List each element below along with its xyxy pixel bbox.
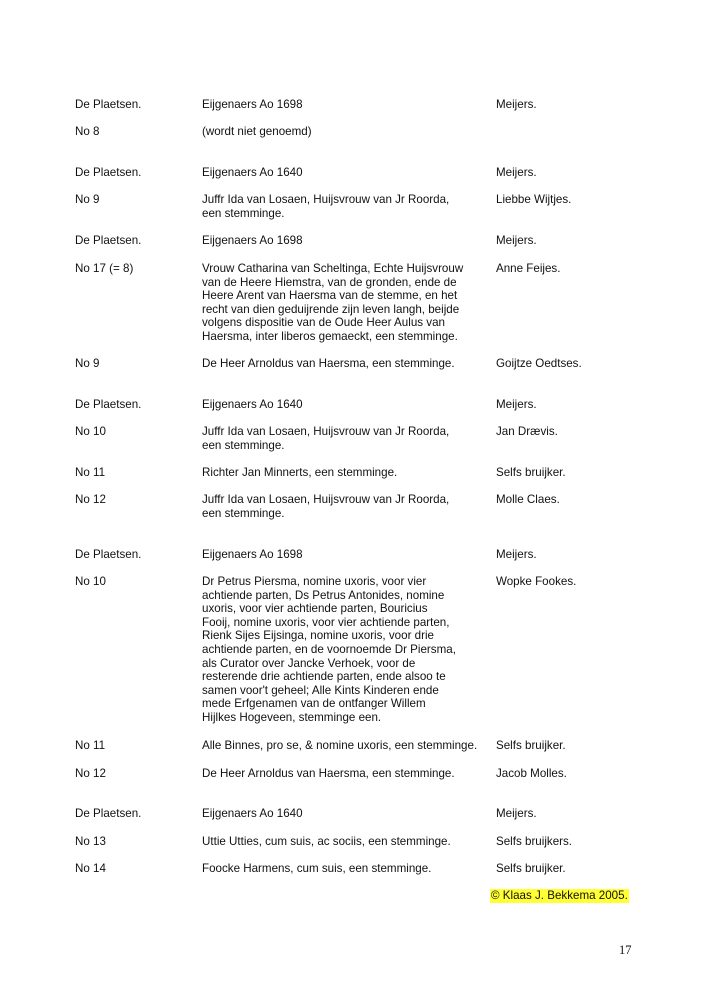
owner-cell: Eijgenaers Ao 1640 bbox=[202, 166, 303, 179]
owner-cell: Foocke Harmens, cum suis, een stemminge. bbox=[202, 862, 432, 875]
copyright-notice: © Klaas J. Bekkema 2005. bbox=[491, 889, 628, 902]
owner-cell: Juffr Ida van Losaen, Huijsvrouw van Jr Roorda, een stemminge. bbox=[202, 193, 450, 220]
owner-cell: Juffr Ida van Losaen, Huijsvrouw van Jr Roorda, een stemminge. bbox=[202, 493, 450, 520]
tenant-cell: Meijers. bbox=[496, 234, 537, 247]
owner-cell: Dr Petrus Piersma, nomine uxoris, voor vier achtiende parten, Ds Petrus Antonides, nomine uxoris, voor vier achtiende parten, Bouricius Fooij, nomine uxoris, voor vier achtiende parten, Rienk Sijes Eijsinga, nomine uxoris, voor drie achtiende parten, en de voornoemde Dr Piersma, als Curator over Jancke Verhoek, voor de resterende drie achtiende parten, ende alsoo te samen voor't geheel; Alle Kints Kinderen ende mede Erfgenamen van de ontfanger Willem Hijlkes Hogeveen, stemminge een. bbox=[202, 575, 456, 724]
place-cell: De Plaetsen. bbox=[75, 398, 142, 411]
owner-cell: De Heer Arnoldus van Haersma, een stemminge. bbox=[202, 767, 455, 780]
owner-cell: Eijgenaers Ao 1698 bbox=[202, 98, 303, 111]
place-cell: No 9 bbox=[75, 357, 100, 370]
place-cell: De Plaetsen. bbox=[75, 98, 142, 111]
place-cell: No 9 bbox=[75, 193, 100, 206]
tenant-cell: Jan Drævis. bbox=[496, 425, 558, 438]
tenant-cell: Liebbe Wijtjes. bbox=[496, 193, 572, 206]
place-cell: De Plaetsen. bbox=[75, 807, 142, 820]
owner-cell: Eijgenaers Ao 1698 bbox=[202, 548, 303, 561]
owner-cell: Juffr Ida van Losaen, Huijsvrouw van Jr Roorda, een stemminge. bbox=[202, 425, 450, 452]
place-cell: De Plaetsen. bbox=[75, 548, 142, 561]
place-cell: No 8 bbox=[75, 125, 100, 138]
owner-cell: Eijgenaers Ao 1698 bbox=[202, 234, 303, 247]
tenant-cell: Molle Claes. bbox=[496, 493, 560, 506]
place-cell: No 11 bbox=[75, 739, 106, 752]
place-cell: No 14 bbox=[75, 862, 106, 875]
tenant-cell: Meijers. bbox=[496, 807, 537, 820]
tenant-cell: Selfs bruijker. bbox=[496, 466, 566, 479]
tenant-cell: Anne Feijes. bbox=[496, 262, 561, 275]
tenant-cell: Selfs bruijkers. bbox=[496, 835, 573, 848]
tenant-cell: Meijers. bbox=[496, 98, 537, 111]
place-cell: De Plaetsen. bbox=[75, 234, 142, 247]
tenant-cell: Selfs bruijker. bbox=[496, 739, 566, 752]
tenant-cell: Meijers. bbox=[496, 548, 537, 561]
owner-cell: Richter Jan Minnerts, een stemminge. bbox=[202, 466, 398, 479]
place-cell: No 12 bbox=[75, 493, 106, 506]
tenant-cell: Selfs bruijker. bbox=[496, 862, 566, 875]
place-cell: De Plaetsen. bbox=[75, 166, 142, 179]
owner-cell: Vrouw Catharina van Scheltinga, Echte Huijsvrouw van de Heere Hiemstra, van de gronden, ende de Heere Arent van Haersma van de stemme, en het recht van dien geduijrende zijn leven langh, beijde volgens dispositie van de Oude Heer Aulus van Haersma, inter liberos gemaeckt, een stemminge. bbox=[202, 262, 464, 343]
page-number: 17 bbox=[619, 943, 632, 957]
place-cell: No 13 bbox=[75, 835, 106, 848]
owner-cell: De Heer Arnoldus van Haersma, een stemminge. bbox=[202, 357, 455, 370]
tenant-cell: Meijers. bbox=[496, 398, 537, 411]
tenant-cell: Wopke Fookes. bbox=[496, 575, 577, 588]
place-cell: No 12 bbox=[75, 767, 106, 780]
place-cell: No 17 (= 8) bbox=[75, 262, 134, 275]
place-cell: No 10 bbox=[75, 425, 106, 438]
owner-cell: (wordt niet genoemd) bbox=[202, 125, 312, 138]
owner-cell: Eijgenaers Ao 1640 bbox=[202, 398, 303, 411]
place-cell: No 11 bbox=[75, 466, 106, 479]
owner-cell: Eijgenaers Ao 1640 bbox=[202, 807, 303, 820]
tenant-cell: Jacob Molles. bbox=[496, 767, 567, 780]
tenant-cell: Goijtze Oedtses. bbox=[496, 357, 582, 370]
owner-cell: Uttie Utties, cum suis, ac sociis, een stemminge. bbox=[202, 835, 451, 848]
place-cell: No 10 bbox=[75, 575, 106, 588]
tenant-cell: Meijers. bbox=[496, 166, 537, 179]
owner-cell: Alle Binnes, pro se, & nomine uxoris, een stemminge. bbox=[202, 739, 478, 752]
